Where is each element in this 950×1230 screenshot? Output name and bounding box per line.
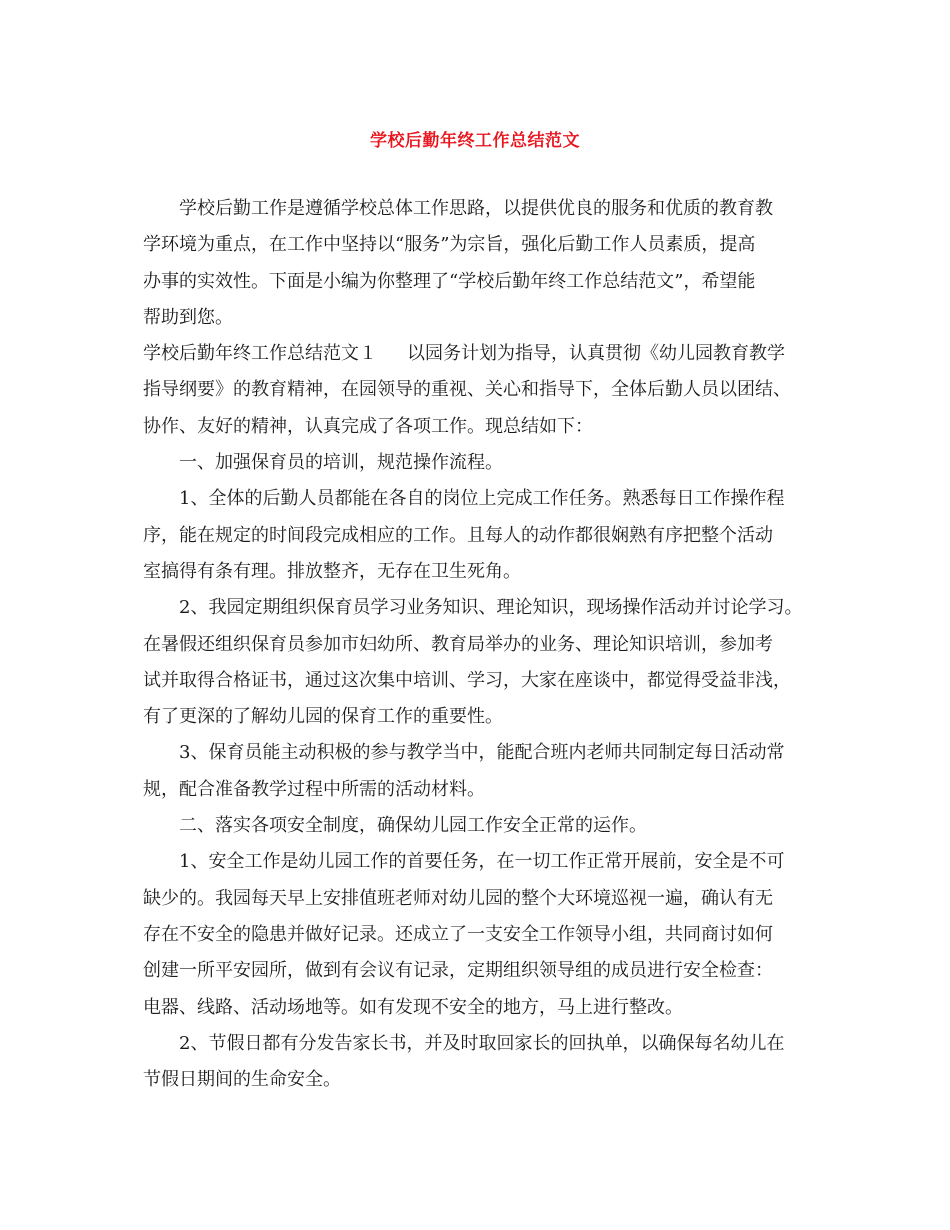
paragraph-line: 室搞得有条有理。排放整齐，无存在卫生死角。 <box>143 560 521 582</box>
paragraph-line: 指导纲要》的教育精神，在园领导的重视、关心和指导下，全体后勤人员以团结、 <box>143 379 791 401</box>
intro-line: 办事的实效性。下面是小编为你整理了“学校后勤年终工作总结范文”，希望能 <box>143 270 756 292</box>
section-heading: 学校后勤年终工作总结范文１ <box>143 343 377 365</box>
intro-line: 帮助到您。 <box>143 306 233 328</box>
paragraph-line: 存在不安全的隐患并做好记录。还成立了一支安全工作领导小组，共同商讨如何 <box>143 923 773 945</box>
intro-line: 学校后勤工作是遵循学校总体工作思路，以提供优良的服务和优质的教育教 <box>179 198 773 219</box>
subheading-line: 一、加强保育员的培训，规范操作流程。 <box>179 452 503 474</box>
paragraph-line: 协作、友好的精神，认真完成了各项工作。现总结如下： <box>143 415 593 437</box>
paragraph-line: 3、保育员能主动积极的参与教学当中，能配合班内老师共同制定每日活动常 <box>179 742 785 764</box>
paragraph-line: 电器、线路、活动场地等。如有发现不安全的地方，马上进行整改。 <box>143 996 683 1018</box>
paragraph-line: 序，能在规定的时间段完成相应的工作。且每人的动作都很娴熟有序把整个活动 <box>143 524 773 546</box>
subheading-line: 二、落实各项安全制度，确保幼儿园工作安全正常的运作。 <box>179 815 647 837</box>
paragraph-line: 规，配合准备教学过程中所需的活动材料。 <box>143 778 485 800</box>
paragraph-line: 有了更深的了解幼儿园的保育工作的重要性。 <box>143 706 503 728</box>
paragraph-line: 在暑假还组织保育员参加市妇幼所、教育局举办的业务、理论知识培训，参加考 <box>143 633 773 655</box>
document-title: 学校后勤年终工作总结范文 <box>370 131 580 151</box>
paragraph-line: 2、我园定期组织保育员学习业务知识、理论知识，现场操作活动并讨论学习。 <box>179 597 803 619</box>
section-heading-line <box>143 336 815 372</box>
intro-line: 学环境为重点，在工作中坚持以“服务”为宗旨，强化后勤工作人员素质，提高 <box>143 234 756 256</box>
paragraph-line: 1、安全工作是幼儿园工作的首要任务，在一切工作正常开展前，安全是不可 <box>179 851 785 873</box>
paragraph-line: 缺少的。我园每天早上安排值班老师对幼儿园的整个大环境巡视一遍，确认有无 <box>143 887 773 909</box>
paragraph-text: 以园务计划为指导，认真贯彻《幼儿园教育教学 <box>407 343 785 365</box>
paragraph-line: 创建一所平安园所，做到有会议有记录，定期组织领导组的成员进行安全检查： <box>143 960 773 982</box>
paragraph-line: 节假日期间的生命安全。 <box>143 1069 341 1091</box>
paragraph-line: 1、全体的后勤人员都能在各自的岗位上完成工作任务。熟悉每日工作操作程 <box>179 488 785 510</box>
paragraph-line: 试并取得合格证书，通过这次集中培训、学习，大家在座谈中，都觉得受益非浅， <box>143 669 791 691</box>
document-body <box>143 191 815 1098</box>
paragraph-line: 2、节假日都有分发告家长书，并及时取回家长的回执单，以确保每名幼儿在 <box>179 1032 785 1054</box>
